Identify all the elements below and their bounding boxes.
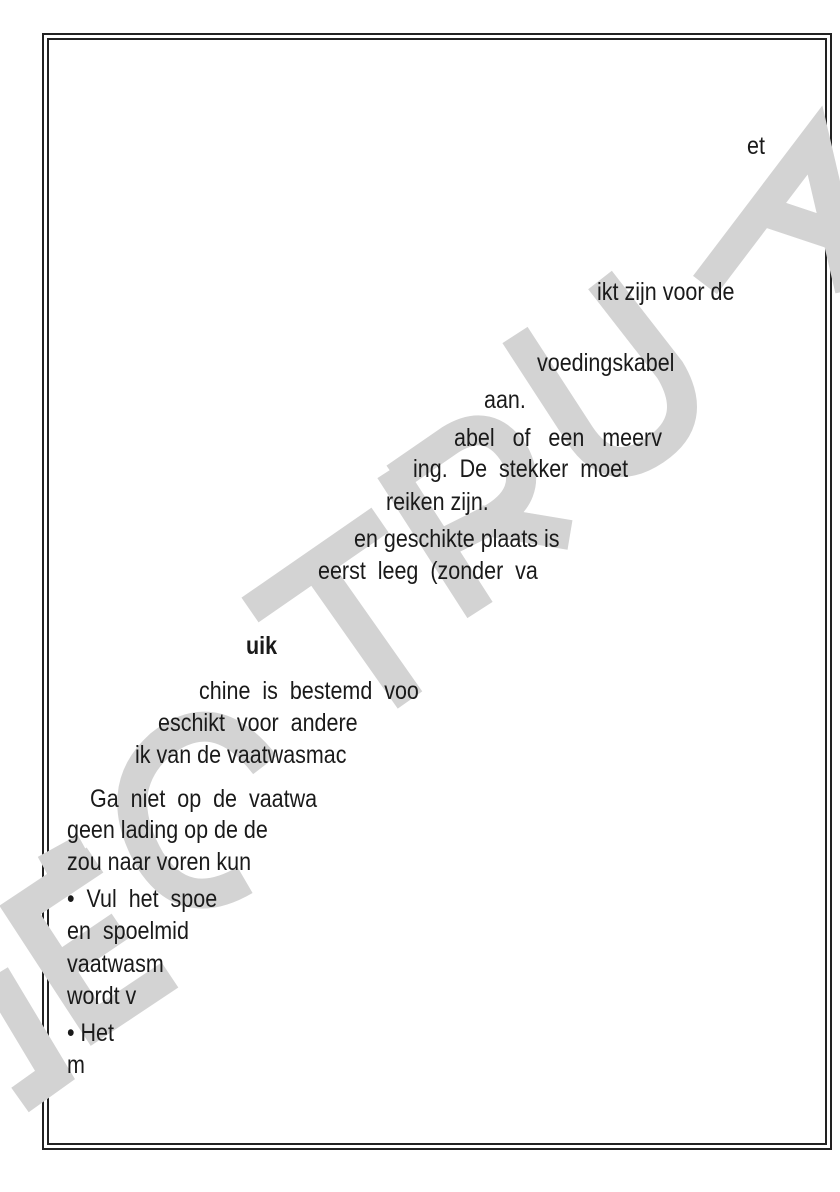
text-line: Ga niet op de vaatwa	[90, 785, 318, 813]
text-line: eschikt voor andere	[158, 709, 358, 737]
text-line: ing. De stekker moet	[413, 455, 629, 483]
text-line: eerst leeg (zonder va	[318, 557, 538, 585]
text-line: ik van de vaatwasmac	[135, 741, 347, 769]
text-line: geen lading op de de	[67, 816, 268, 844]
text-line: wordt v	[67, 982, 137, 1010]
text-line: • Vul het spoe	[67, 885, 218, 913]
text-line: m	[67, 1051, 85, 1079]
text-line: • Het	[67, 1019, 114, 1047]
text-line: aan.	[484, 386, 526, 414]
text-line: chine is bestemd voo	[199, 677, 419, 705]
text-line: vaatwasm	[67, 950, 164, 978]
text-line: et	[747, 132, 765, 160]
text-line: ikt zijn voor de	[597, 278, 735, 306]
text-line: zou naar voren kun	[67, 848, 252, 876]
text-line: voedingskabel	[537, 349, 675, 377]
text-line: en spoelmid	[67, 917, 189, 945]
section-heading: uik	[246, 632, 278, 660]
text-line: reiken zijn.	[386, 488, 489, 516]
text-line: abel of een meerv	[454, 424, 662, 452]
text-line: en geschikte plaats is	[354, 525, 560, 553]
